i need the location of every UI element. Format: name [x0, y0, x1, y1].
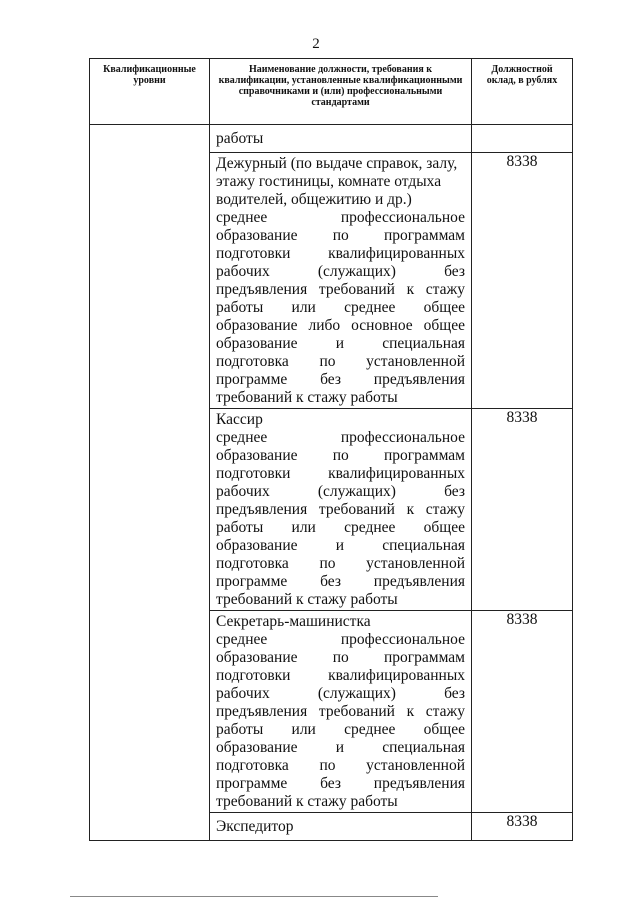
position-title: Дежурный (по выдаче справок, залу, этажу гостиницы, комнате отдыха водителей, общежитию и др.)	[216, 155, 458, 208]
position-cell	[210, 611, 472, 813]
qualification-level-cell	[90, 125, 210, 841]
salary-cell: 8338	[472, 611, 573, 813]
salary-cell: 8338	[472, 153, 573, 409]
position-requirements: работы	[216, 130, 264, 147]
salary-cell: 8338	[472, 409, 573, 611]
salary-cell: 8338	[472, 813, 573, 841]
salary-cell	[472, 125, 573, 153]
position-requirements: среднее профессиональное образование по программам подготовки квалифицированных рабочих (служащих) без предъявления требований к стажу работы или среднее общее образование либо основное общее образование и специальная подготовка по установленной программе без предъявления требований к стажу работы	[216, 209, 465, 406]
salary-table	[89, 58, 573, 841]
page-number: 2	[312, 36, 320, 52]
position-requirements: среднее профессиональное образование по программам подготовки квалифицированных рабочих (служащих) без предъявления требований к стажу работы или среднее общее образование и специальная подготовка по установленной программе без предъявления требований к стажу работы	[216, 429, 465, 608]
position-cell	[210, 153, 472, 409]
position-title: Экспедитор	[216, 818, 294, 835]
position-cell	[210, 409, 472, 611]
position-requirements: среднее профессиональное образование по программам подготовки квалифицированных рабочих (служащих) без предъявления требований к стажу работы или среднее общее образование и специальная подготовка по установленной программе без предъявления требований к стажу работы	[216, 631, 465, 810]
position-cell	[210, 813, 472, 841]
header-position-requirements: Наименование должности, требования к квалификации, установленные квалификационными справочниками и (или) профессиональными стандартами	[210, 59, 472, 125]
table-header-row	[90, 59, 573, 125]
bottom-rule	[70, 896, 438, 897]
position-title: Кассир	[216, 411, 263, 428]
position-cell	[210, 125, 472, 153]
position-title: Секретарь-машинистка	[216, 613, 371, 630]
table-row	[90, 125, 573, 153]
header-qualification-levels: Квалификационные уровни	[90, 59, 210, 125]
header-salary: Должностной оклад, в рублях	[472, 59, 573, 125]
